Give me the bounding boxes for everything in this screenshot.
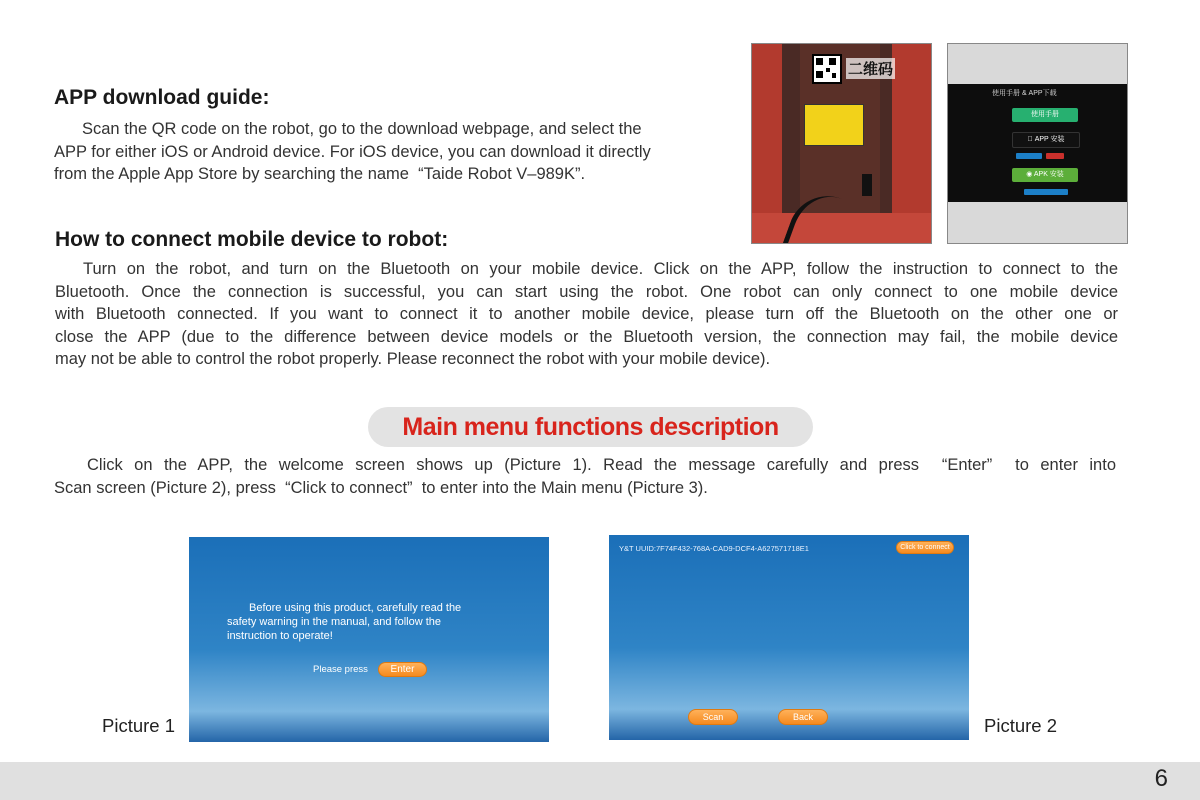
robot-qr-photo [751,43,932,244]
page-footer [0,762,1200,800]
safety-message: Before using this product, carefully read the safety warning in the manual, and follow the instruction to operate! [227,602,462,642]
download-guide-heading: APP download guide: [54,86,270,109]
download-guide-text [54,118,724,186]
scan-screen [609,535,969,740]
main-menu-line-2: Scan screen (Picture 2), press “Click to connect” to enter into the Main menu (Picture 3). [54,478,708,497]
warning-sticker [804,104,864,146]
apple-icon [1027,136,1032,143]
main-menu-line-1: Click on the APP, the welcome screen shows up (Picture 1). Read the message carefully and press “Enter” to enter into [87,456,1116,474]
scan-button[interactable]: Scan [688,709,738,725]
picture-2-caption: Picture 2 [984,715,1058,736]
connect-line-1: Turn on the robot, and turn on the Bluetooth on your mobile device. Click on the APP, follow the instruction to connect to the [83,260,1118,278]
connect-text [55,258,1118,371]
power-switch [862,174,872,196]
app-install-button: APP 安装 [1012,132,1080,148]
main-menu-banner [368,407,813,447]
welcome-screen [189,537,549,742]
connect-line-2: Bluetooth. Once the connection is successful, you can start using the robot. One robot can only connect to one mobile device [55,282,1118,301]
connect-line-5: may not be able to control the robot properly. Please reconnect the robot with your mobile device). [55,350,771,368]
back-button[interactable]: Back [778,709,828,725]
enter-button[interactable]: Enter [378,662,427,677]
download-line-2: APP for either iOS or Android device. For iOS device, you can download it directly [54,142,651,161]
picture-1-caption: Picture 1 [102,715,176,736]
device-uuid: Y&T UUID:7F74F432-768A-CAD9-DCF4-A627571718E1 [619,544,809,553]
manual-button: 使用手册 [1012,108,1078,122]
download-page-photo [947,43,1128,244]
apk-install-button: ◉ APK 安装 [1012,168,1078,182]
qr-code-icon [812,54,842,84]
main-menu-text [54,454,1116,499]
qr-code-label: 二维码 [846,58,895,79]
connect-heading: How to connect mobile device to robot: [55,228,449,251]
download-line-3: from the Apple App Store by searching the name “Taide Robot V–989K”. [54,165,586,183]
please-press-label: Please press [313,664,368,675]
main-menu-banner-title: Main menu functions description [402,413,779,441]
page-number: 6 [1154,765,1168,792]
android-icon: ◉ [1026,171,1033,178]
connect-line-4: close the APP (due to the difference between device models or the Bluetooth version, the connection may fail, the mobile device [55,327,1118,346]
connect-line-3: with Bluetooth connected. If you want to connect it to another mobile device, please turn off the Bluetooth on the other one or [55,305,1118,323]
download-page-title: 使用手册 & APP下载 [992,90,1057,97]
download-line-1: Scan the QR code on the robot, go to the download webpage, and select the [82,120,642,138]
click-to-connect-button[interactable]: Click to connect [896,541,954,554]
